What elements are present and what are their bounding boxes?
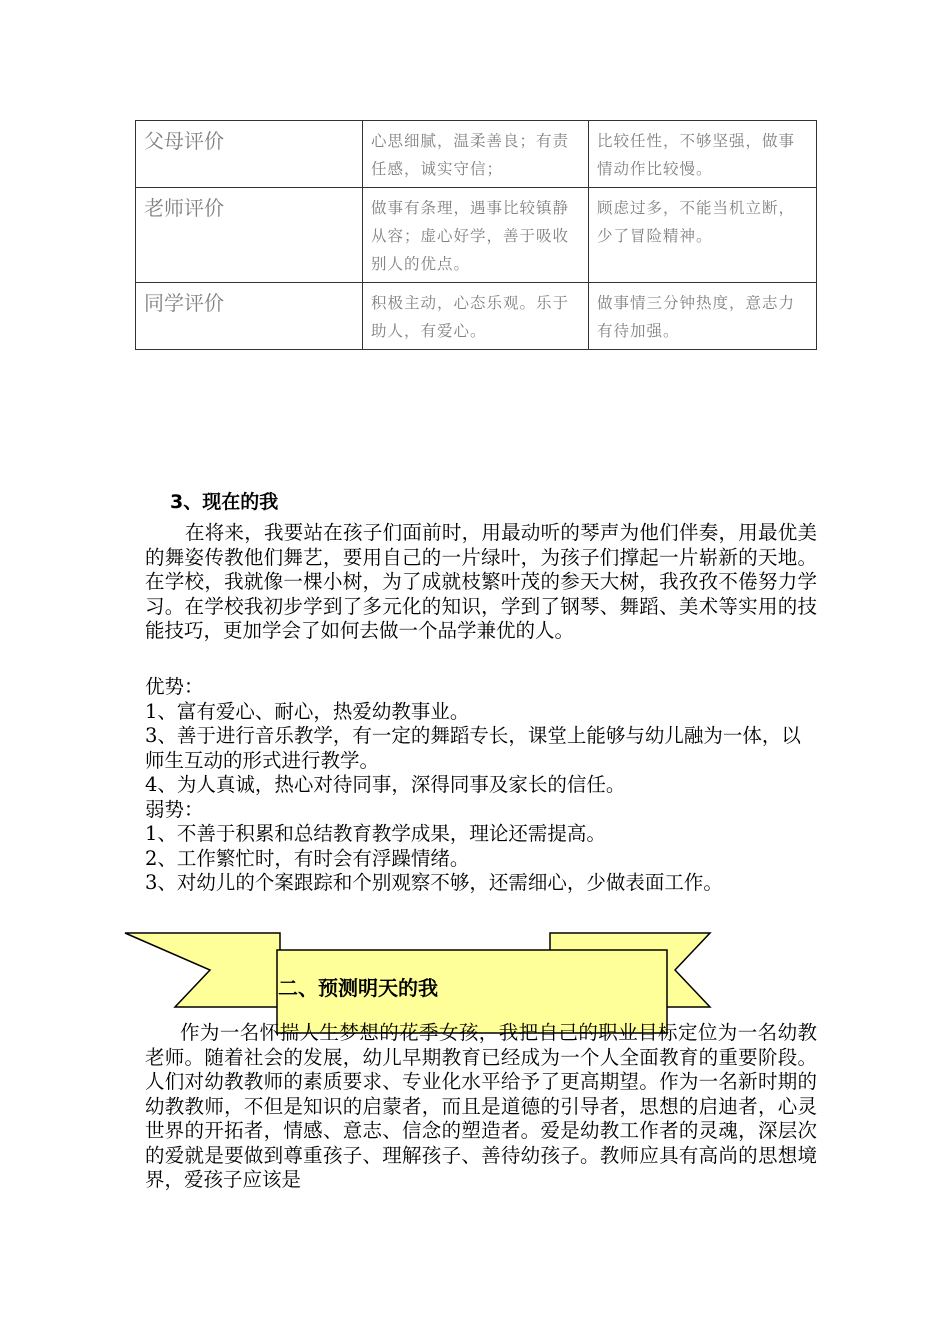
body-paragraph: 在将来，我要站在孩子们面前时，用最动听的琴声为他们伴奏，用最优美的舞姿传教他们舞艺，要用自己的一片绿叶，为孩子们撑起一片崭新的天地。在学校，我就像一棵小树，为了成就枝繁叶茂的参天大树，我孜孜不倦努力学习。在学校我初步学到了多元化的知识，学到了钢琴、舞蹈、美术等实用的技能技巧，更加学会了如何去做一个品学兼优的人。	[145, 521, 817, 642]
list-item: 4、为人真诚，热心对待同事，深得同事及家长的信任。	[145, 773, 626, 796]
body-paragraph: 作为一名怀揣人生梦想的花季女孩，我把自己的职业目标定位为一名幼教老师。随着社会的发展，幼儿早期教育已经成为一个人全面教育的重要阶段。人们对幼教教师的素质要求、专业化水平给予了更高期望。作为一名新时期的幼教教师，不但是知识的启蒙者，而且是道德的引导者，思想的启迪者，心灵世界的开拓者，情感、意志、信念的塑造者。爱是幼教工作者的灵魂，深层次的爱就是要做到尊重孩子、理解孩子、善待幼孩子。教师应具有高尚的思想境界，爱孩子应该是	[145, 1021, 817, 1191]
strengths-cell: 积极主动，心态乐观。乐于助人，有爱心。	[363, 283, 589, 350]
weaknesses-cell: 做事情三分钟热度，意志力有待加强。	[589, 283, 817, 350]
list-item: 1、不善于积累和总结教育教学成果，理论还需提高。	[145, 822, 606, 845]
weaknesses-cell: 顾虑过多，不能当机立断，少了冒险精神。	[589, 188, 817, 283]
table-row	[136, 188, 817, 283]
weaknesses-cell: 比较任性，不够坚强，做事情动作比较慢。	[589, 121, 817, 188]
row-label: 父母评价	[136, 121, 363, 188]
table-row	[136, 121, 817, 188]
strengths-cell: 心思细腻，温柔善良；有责任感，诚实守信；	[363, 121, 589, 188]
table-row	[136, 283, 817, 350]
banner-title: 二、预测明天的我	[278, 976, 438, 1000]
list-item: 3、对幼儿的个案跟踪和个别观察不够，还需细心，少做表面工作。	[145, 871, 723, 894]
row-label: 同学评价	[136, 283, 363, 350]
ribbon-banner	[120, 925, 820, 1035]
list-item: 2、工作繁忙时，有时会有浮躁情绪。	[145, 846, 470, 870]
ribbon-left-tail	[125, 933, 280, 1007]
strengths-cell: 做事有条理，遇事比较镇静从容；虚心好学，善于吸收别人的优点。	[363, 188, 589, 283]
row-label: 老师评价	[136, 188, 363, 283]
list-item: 1、富有爱心、耐心，热爱幼教事业。	[145, 699, 470, 723]
weaknesses-title: 弱势：	[145, 797, 204, 821]
evaluation-table	[135, 120, 817, 350]
section-heading: 3、现在的我	[170, 491, 279, 513]
strengths-weaknesses-list	[145, 675, 817, 896]
list-item: 3、善于进行音乐教学，有一定的舞蹈专长，课堂上能够与幼儿融为一体，以师生互动的形式进行教学。	[145, 724, 801, 772]
strengths-title: 优势：	[145, 675, 204, 698]
